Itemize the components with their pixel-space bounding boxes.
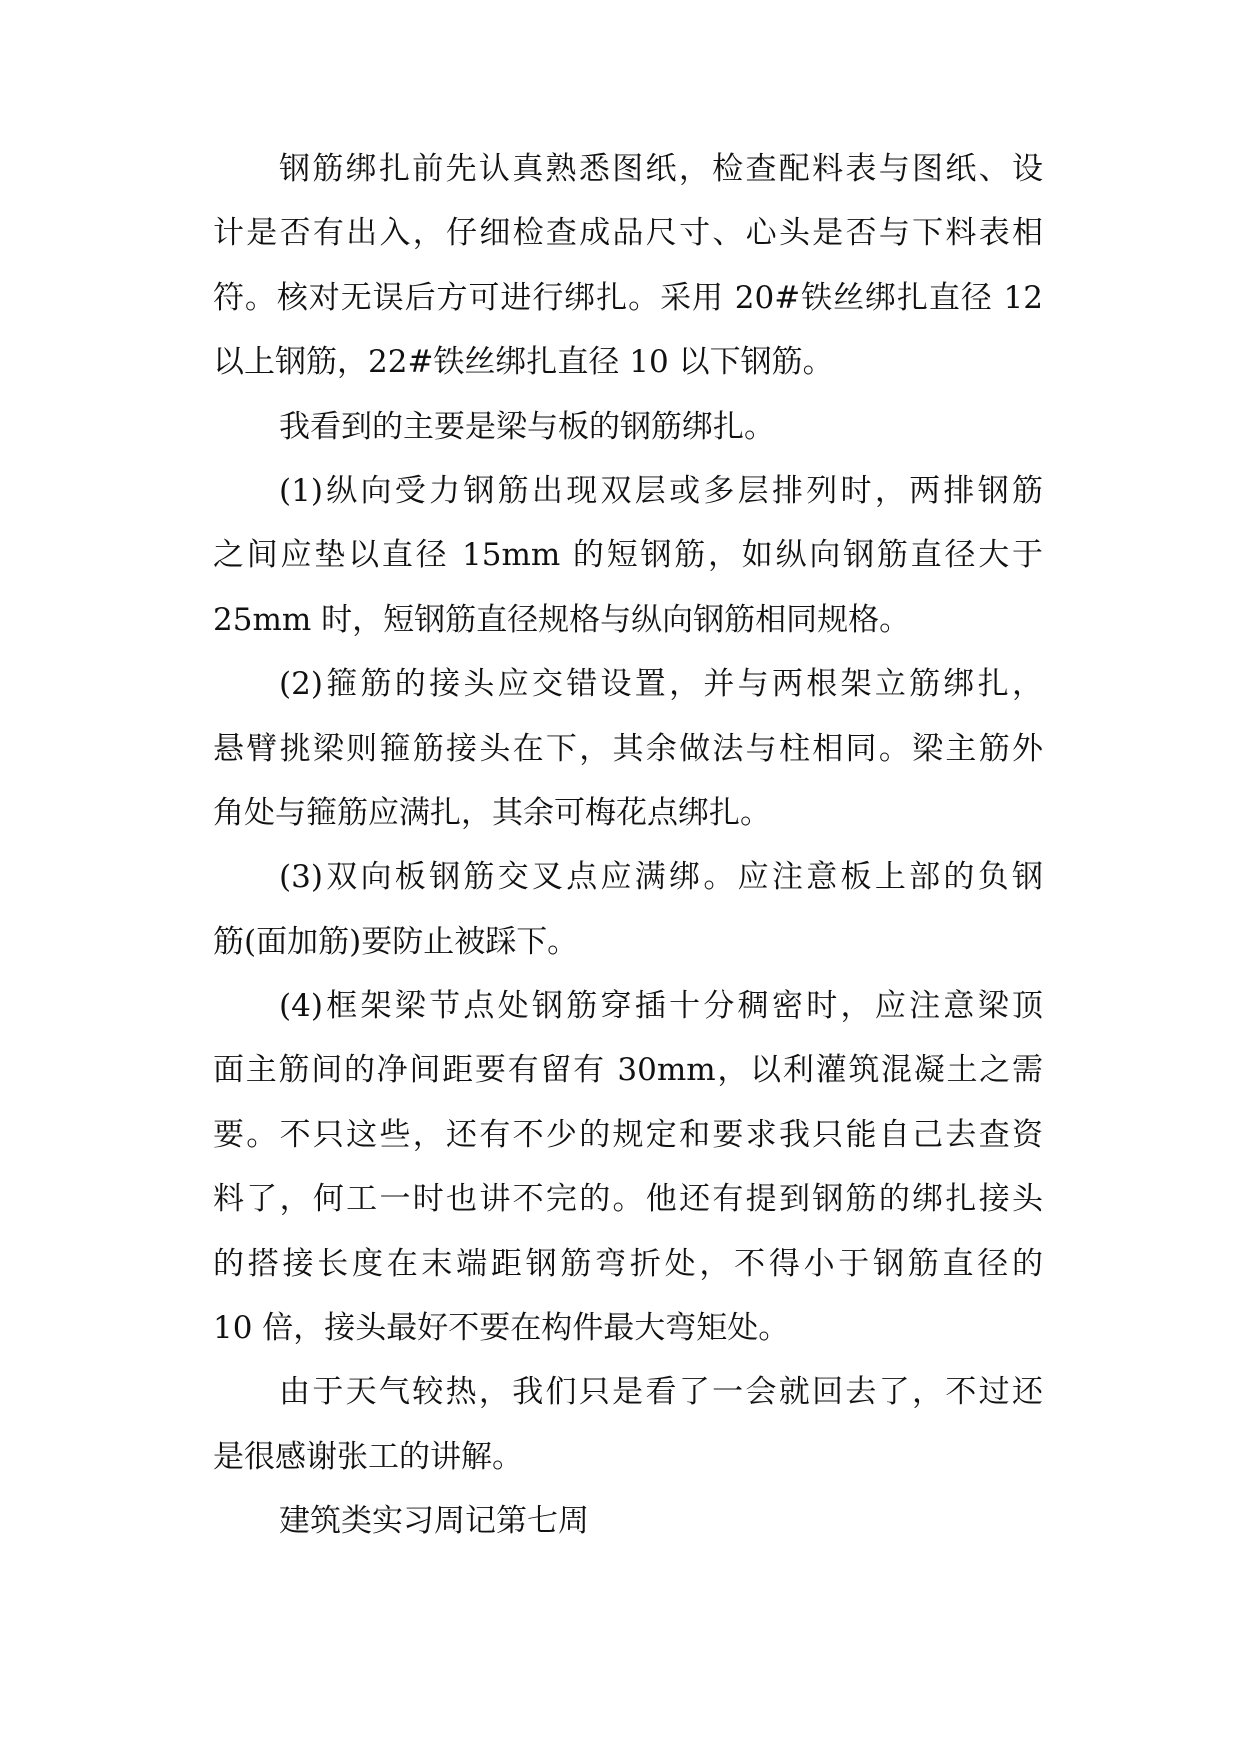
text-line: 角处与箍筋应满扎，其余可梅花点绑扎。: [213, 794, 771, 831]
text-line: 之间应垫以直径 15mm 的短钢筋，如纵向钢筋直径大于: [213, 537, 1043, 574]
text-line: 由于天气较热，我们只是看了一会就回去了，不过还: [279, 1374, 1043, 1411]
text-line: 筋(面加筋)要防止被踩下。: [213, 923, 579, 960]
text-line: (4)框架梁节点处钢筋穿插十分稠密时，应注意梁顶: [279, 988, 1043, 1025]
text-line: (2)箍筋的接头应交错设置，并与两根架立筋绑扎，: [279, 666, 1043, 703]
paragraph-item-1: [213, 472, 1043, 639]
section-heading-week-seven: [213, 1503, 1043, 1540]
text-line: 悬臂挑梁则箍筋接头在下，其余做法与柱相同。梁主筋外: [213, 730, 1043, 767]
text-line: 建筑类实习周记第七周: [279, 1503, 589, 1540]
text-line: 25mm 时，短钢筋直径规格与纵向钢筋相同规格。: [213, 601, 911, 638]
paragraph-closing: [213, 1374, 1043, 1475]
text-line: 料了，何工一时也讲不完的。他还有提到钢筋的绑扎接头: [213, 1181, 1043, 1218]
text-line: 计是否有出入，仔细检查成品尺寸、心头是否与下料表相: [213, 215, 1043, 252]
text-line: 的搭接长度在末端距钢筋弯折处，不得小于钢筋直径的: [213, 1245, 1043, 1282]
paragraph-item-2: [213, 666, 1043, 832]
text-line: 以上钢筋，22#铁丝绑扎直径 10 以下钢筋。: [213, 344, 834, 381]
paragraph-observation: [213, 408, 1043, 446]
text-line: (1)纵向受力钢筋出现双层或多层排列时，两排钢筋: [279, 472, 1043, 509]
text-line: 我看到的主要是梁与板的钢筋绑扎。: [279, 408, 775, 445]
text-line: 10 倍，接头最好不要在构件最大弯矩处。: [213, 1310, 790, 1347]
paragraph-rebar-tying-intro: [213, 151, 1043, 381]
text-line: 要。不只这些，还有不少的规定和要求我只能自己去查资: [213, 1116, 1043, 1153]
text-line: 钢筋绑扎前先认真熟悉图纸，检查配料表与图纸、设: [279, 151, 1043, 187]
document-body: [213, 151, 1043, 1571]
text-line: 面主筋间的净间距要有留有 30mm，以利灌筑混凝土之需: [213, 1052, 1043, 1089]
text-line: 是很感谢张工的讲解。: [213, 1438, 523, 1475]
text-line: 符。核对无误后方可进行绑扎。采用 20#铁丝绑扎直径 12: [213, 279, 1043, 316]
paragraph-item-3: [213, 859, 1043, 960]
paragraph-item-4: [213, 988, 1043, 1347]
text-line: (3)双向板钢筋交叉点应满绑。应注意板上部的负钢: [279, 859, 1043, 896]
